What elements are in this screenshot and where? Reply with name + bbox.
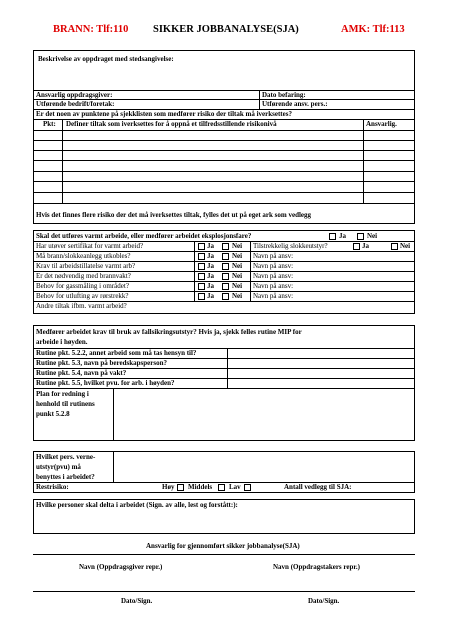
participants-section	[33, 499, 415, 534]
signature-section	[33, 539, 415, 635]
row6-yes-checkbox[interactable]	[198, 293, 205, 300]
no-label: Nei	[232, 242, 243, 250]
no-label: Nei	[232, 282, 243, 290]
routine-55: Rutine pkt. 5.5, hvilket pvu. for arb. i høyden?	[36, 379, 175, 387]
rescue-plan-label: Plan for redning i	[36, 390, 89, 398]
no-label: Nei	[232, 252, 243, 260]
attachments-count-label: Antall vedlegg til SJA:	[284, 483, 352, 491]
row1-yes-checkbox[interactable]	[198, 243, 205, 250]
fall-protection-question: Medfører arbeidet krav til bruk av fallsikringsutstyr? Hvis ja, sjekk felles rutine MIP for	[36, 328, 302, 336]
low-label: Lav	[229, 483, 241, 491]
row4-yes-checkbox[interactable]	[198, 273, 205, 280]
responsible-name-4: Navn på ansv:	[253, 282, 294, 290]
row3-yes-checkbox[interactable]	[198, 263, 205, 270]
client-label: Ansvarlig oppdragsgiver:	[36, 91, 113, 99]
ppe-label: Hvilket pers. verne-	[36, 453, 96, 461]
row6-no-checkbox[interactable]	[222, 293, 229, 300]
ambulance-phone: AMK: Tlf:113	[341, 24, 405, 35]
ventilation-row: Behov for utlufting av rørstrekk?	[36, 292, 129, 300]
fire-watch-row: Er det nødvendig med brannvakt?	[36, 272, 131, 280]
row3-no-checkbox[interactable]	[222, 263, 229, 270]
company-label: Utførende bedrift/foretak:	[36, 100, 115, 108]
permit-row: Krav til arbeidstillatelse varmt arb?	[36, 262, 136, 270]
medium-label: Middels	[188, 483, 213, 491]
residual-risk-label: Restrisiko:	[36, 483, 69, 491]
ppe-label-cont: utstyr(pvu) må	[36, 463, 81, 471]
description-label: Beskrivelse av oppdraget med stedsangivelse:	[38, 55, 174, 63]
hot-work-section	[33, 230, 415, 314]
document-title: SIKKER JOBBANALYSE(SJA)	[153, 24, 299, 35]
gas-measure-row: Behov for gassmåling i området?	[36, 282, 129, 290]
rescue-plan-label-cont: henhold til rutinens	[36, 400, 95, 408]
date-sign-right: Dato/Sign.	[308, 597, 340, 605]
row5-no-checkbox[interactable]	[222, 283, 229, 290]
column-measures: Definer tiltak som iverksettes for å oppnå et tilfredsstillende risikonivå	[66, 120, 277, 128]
extinguisher-row: Tilstrekkelig slokkeutstyr?	[253, 242, 328, 250]
responsible-name-5: Navn på ansv:	[253, 292, 294, 300]
job-description-section	[33, 50, 415, 224]
responsible-name-1: Navn på ansv:	[253, 252, 294, 260]
responsible-title: Ansvarlig for gjennomført sikker jobbanalyse(SJA)	[146, 542, 300, 550]
row2-yes-checkbox[interactable]	[198, 253, 205, 260]
fall-protection-section	[33, 325, 415, 441]
yes-label: Ja	[362, 242, 369, 250]
yes-label: Ja	[207, 242, 214, 250]
no-label: Nei	[232, 272, 243, 280]
medium-risk-checkbox[interactable]	[218, 484, 225, 491]
disconnect-row: Må brann/slokkeanlegg utkobles?	[36, 252, 131, 260]
no-label: Nei	[232, 262, 243, 270]
contractor-name-label: Navn (Oppdragstakers repr.)	[273, 563, 360, 571]
yes-label: Ja	[207, 252, 214, 260]
responsible-name-2: Navn på ansv:	[253, 262, 294, 270]
yes-label: Ja	[207, 262, 214, 270]
ppe-section	[33, 451, 415, 493]
ppe-label-end: benyttes i arbeidet?	[36, 473, 95, 481]
row4-no-checkbox[interactable]	[222, 273, 229, 280]
extinguisher-yes-checkbox[interactable]	[353, 243, 360, 250]
row2-no-checkbox[interactable]	[222, 253, 229, 260]
date-sign-left: Dato/Sign.	[121, 597, 153, 605]
hot-work-question: Skal det utføres varmt arbeide, eller medfører arbeidet eksplosjonsfare?	[36, 232, 252, 240]
extinguisher-no-checkbox[interactable]	[391, 243, 398, 250]
responsible-name-3: Navn på ansv:	[253, 272, 294, 280]
hot-work-no-checkbox[interactable]	[357, 233, 364, 240]
row1-no-checkbox[interactable]	[222, 243, 229, 250]
row5-yes-checkbox[interactable]	[198, 283, 205, 290]
attachment-note: Hvis det finnes flere risiko der det må iverksettes tiltak, fylles det ut på eget ark som vedlegg	[36, 211, 312, 219]
no-label: Nei	[400, 242, 411, 250]
fall-protection-question-cont: arbeide i høyden.	[36, 338, 88, 346]
risk-question: Er det noen av punktene på sjekklisten som medfører risiko der tiltak må iverksettes?	[36, 110, 292, 118]
column-pkt: Pkt:	[43, 120, 56, 128]
page-header	[0, 24, 453, 44]
routine-522: Rutine pkt. 5.2.2, annet arbeid som må tas hensyn til?	[36, 349, 197, 357]
yes-label: Ja	[207, 292, 214, 300]
routine-54: Rutine pkt. 5.4, navn på vakt?	[36, 369, 127, 377]
other-measures-row: Andre tiltak ifbm. varmt arbeid?	[36, 302, 127, 310]
no-label: Nei	[367, 232, 378, 240]
responsible-label: Utførende ansv. pers.:	[262, 100, 328, 108]
yes-label: Ja	[207, 272, 214, 280]
participants-label: Hvilke personer skal delta i arbeidet (Sign. av alle, lest og forstått:):	[36, 501, 238, 509]
routine-53: Rutine pkt. 5.3, navn på beredskapsperson?	[36, 359, 167, 367]
high-label: Høy	[162, 483, 175, 491]
fire-phone: BRANN: Tlf:110	[53, 24, 129, 35]
low-risk-checkbox[interactable]	[244, 484, 251, 491]
yes-label: Ja	[207, 282, 214, 290]
high-risk-checkbox[interactable]	[177, 484, 184, 491]
no-label: Nei	[232, 292, 243, 300]
yes-label: Ja	[339, 232, 346, 240]
hot-work-yes-checkbox[interactable]	[329, 233, 336, 240]
certificate-row: Har utøver sertifikat for varmt arbeid?	[36, 242, 144, 250]
client-name-label: Navn (Oppdragsgiver repr.)	[79, 563, 163, 571]
column-responsible: Ansvarlig.	[366, 120, 397, 128]
date-label: Dato befaring:	[262, 91, 306, 99]
rescue-plan-label-point: punkt 5.2.8	[36, 410, 70, 418]
